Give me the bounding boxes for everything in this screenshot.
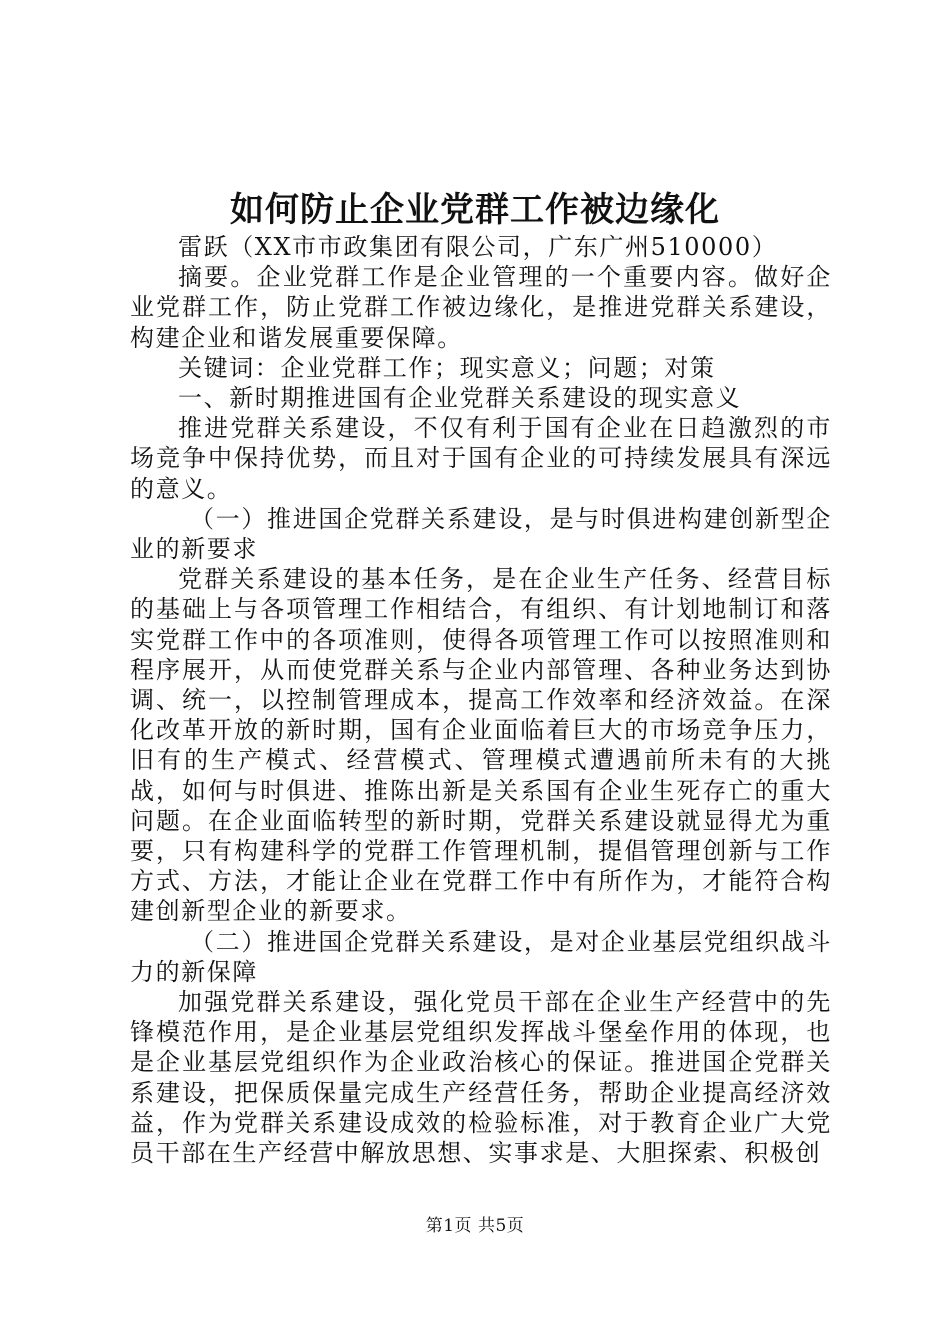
document-title: 如何防止企业党群工作被边缘化 [230, 190, 720, 230]
keywords-line: 关键词：企业党群工作；现实意义；问题；对策 [178, 353, 716, 382]
subsection-paragraph: 加强党群关系建设，强化党员干部在企业生产经营中的先锋模范作用，是企业基层党组织发挥战斗堡垒作用的体现，也是企业基层党组织作为企业政治核心的保证。推进国企党群关系建设，把保质保量完成生产经营任务，帮助企业提高经济效益，作为党群关系建设成效的检验标准，对于教育企业广大党员干部在生产经营中解放思想、实事求是、大胆探索、积极创 [130, 988, 832, 1168]
subsection-heading: （二）推进国企党群关系建设，是对企业基层党组织战斗力的新保障 [130, 927, 832, 986]
author-line: 雷跃（XX市市政集团有限公司，广东广州510000） [178, 233, 778, 261]
section-heading: 一、新时期推进国有企业党群关系建设的现实意义 [178, 384, 742, 413]
page-number-footer: 第1页 共5页 [425, 1216, 525, 1236]
document-body [130, 232, 832, 1168]
subsection-heading: （一）推进国企党群关系建设，是与时俱进构建创新型企业的新要求 [130, 504, 832, 564]
abstract-paragraph: 摘要。企业党群工作是企业管理的一个重要内容。做好企业党群工作，防止党群工作被边缘化，是推进党群关系建设，构建企业和谐发展重要保障。 [130, 263, 832, 352]
section-intro-paragraph: 推进党群关系建设，不仅有利于国有企业在日趋激烈的市场竞争中保持优势，而且对于国有企业的可持续发展具有深远的意义。 [130, 414, 832, 503]
subsection-paragraph: 党群关系建设的基本任务，是在企业生产任务、经营目标的基础上与各项管理工作相结合，有组织、有计划地制订和落实党群工作中的各项准则，使得各项管理工作可以按照准则和程序展开，从而使党群关系与企业内部管理、各种业务达到协调、统一，以控制管理成本，提高工作效率和经济效益。在深化改革开放的新时期，国有企业面临着巨大的市场竞争压力，旧有的生产模式、经营模式、管理模式遭遇前所未有的大挑战，如何与时俱进、推陈出新是关系国有企业生死存亡的重大问题。在企业面临转型的新时期，党群关系建设就显得尤为重要，只有构建科学的党群工作管理机制，提倡管理创新与工作方式、方法，才能让企业在党群工作中有所作为，才能符合构建创新型企业的新要求。 [130, 565, 832, 926]
